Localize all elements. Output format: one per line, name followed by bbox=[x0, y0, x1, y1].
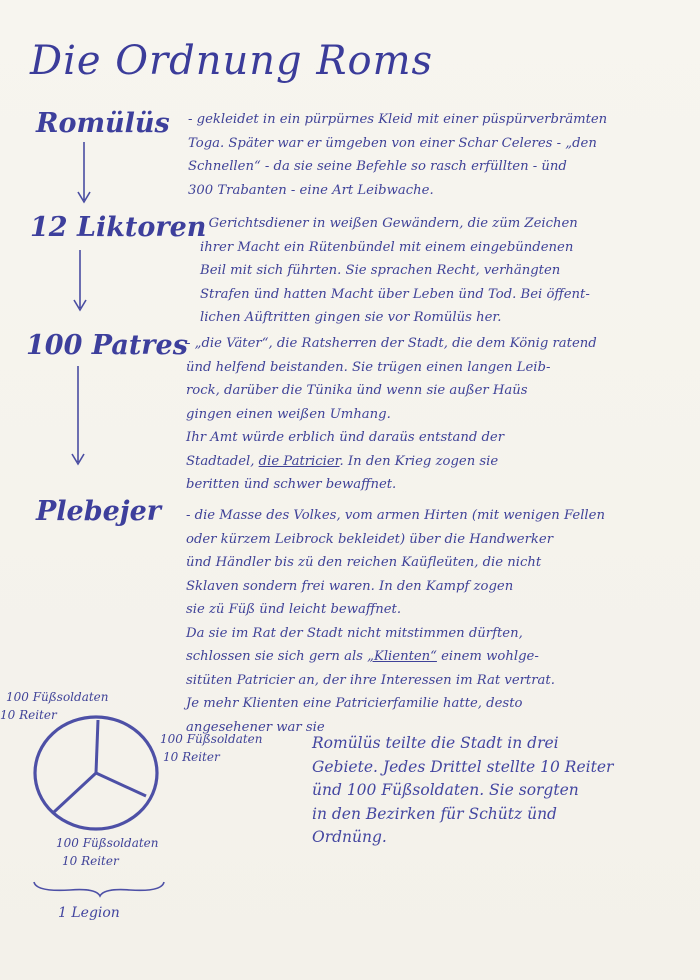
text-line: Romülüs teilte die Stadt in drei bbox=[312, 734, 559, 752]
text-line: ünd helfend beistanden. Sie trügen einen langen Leib- bbox=[186, 359, 551, 375]
text-line: Schnellen“ - da sie seine Befehle so rasch erfüllten - ünd bbox=[188, 159, 567, 174]
text-fragment: schlossen sie sich gern als bbox=[186, 649, 368, 664]
text-line: Ordnüng. bbox=[312, 828, 387, 846]
brace-icon bbox=[30, 876, 170, 898]
text-patres bbox=[186, 332, 597, 497]
heading-liktoren: 12 Liktoren bbox=[30, 212, 207, 243]
underlined-term-patricier: die Patricier bbox=[258, 453, 340, 469]
text-plebejer bbox=[186, 504, 605, 739]
legion-circle-diagram bbox=[28, 712, 168, 836]
text-line: ihrer Macht ein Rütenbündel mit einem eingebündenen bbox=[200, 239, 574, 255]
text-line: - gekleidet in ein pürpürnes Kleid mit einer püspürverbrämten bbox=[188, 112, 608, 127]
legion-label: 1 Legion bbox=[58, 905, 120, 921]
diagram-label: 100 Füßsoldaten bbox=[160, 732, 263, 746]
text-fragment: einem wohlge- bbox=[436, 649, 539, 664]
diagram-label: 10 Reiter bbox=[0, 708, 57, 722]
text-fragment: . In den Krieg zogen sie bbox=[339, 453, 499, 469]
diagram-label: 100 Füßsoldaten bbox=[6, 690, 109, 704]
heading-patres: 100 Patres bbox=[26, 330, 188, 361]
text-line: Je mehr Klienten eine Patricierfamilie hatte, desto bbox=[186, 696, 523, 711]
diagram-label: 10 Reiter bbox=[62, 854, 119, 868]
underlined-term-klienten: „Klienten“ bbox=[367, 649, 437, 664]
text-line: rock, darüber die Tünika ünd wenn sie außer Haüs bbox=[186, 383, 528, 398]
text-line: Gebiete. Jedes Drittel stellte 10 Reiter bbox=[312, 757, 614, 776]
arrow-down-icon bbox=[70, 248, 90, 314]
text-line: ünd Händler bis zü den reichen Kaüfleüten, die nicht bbox=[186, 555, 542, 570]
text-line: - Gerichtsdiener in weißen Gewändern, die züm Zeichen bbox=[200, 216, 578, 231]
text-line: - die Masse des Volkes, vom armen Hirten (mit wenigen Fellen bbox=[186, 508, 605, 523]
diagram-label: 100 Füßsoldaten bbox=[56, 836, 159, 850]
text-line: 300 Trabanten - eine Art Leibwache. bbox=[188, 182, 434, 198]
text-line: sie zü Füß ünd leicht bewaffnet. bbox=[186, 602, 402, 617]
text-line: in den Bezirken für Schütz ünd bbox=[312, 804, 557, 823]
text-line: Da sie im Rat der Stadt nicht mitstimmen dürften, bbox=[186, 625, 523, 641]
text-line: sitüten Patricier an, der ihre Interessen im Rat vertrat. bbox=[186, 672, 555, 688]
text-line: Sklaven sondern frei waren. In den Kampf zogen bbox=[186, 578, 514, 594]
arrow-down-icon bbox=[68, 364, 88, 468]
heading-plebejer: Plebejer bbox=[36, 496, 161, 527]
heading-romulus: Romülüs bbox=[36, 108, 170, 139]
text-liktoren bbox=[200, 212, 590, 330]
text-line: angesehener war sie bbox=[186, 719, 325, 735]
text-line: gingen einen weißen Umhang. bbox=[186, 406, 391, 422]
text-line: ünd 100 Füßsoldaten. Sie sorgten bbox=[312, 781, 579, 799]
text-line: beritten ünd schwer bewaffnet. bbox=[186, 477, 397, 492]
diagram-label: 10 Reiter bbox=[163, 750, 220, 764]
summary-text bbox=[312, 732, 613, 850]
text-line bbox=[186, 450, 597, 474]
division-line bbox=[96, 773, 146, 796]
page-title: Die Ordnung Roms bbox=[30, 38, 434, 84]
text-line: Strafen ünd hatten Macht über Leben ünd Tod. Bei öffent- bbox=[200, 286, 590, 302]
text-fragment: Stadtadel, bbox=[186, 453, 259, 469]
text-line: lichen Aüftritten gingen sie vor Romülüs her. bbox=[200, 310, 502, 325]
text-line: oder kürzem Leibrock bekleidet) über die Handwerker bbox=[186, 531, 553, 547]
text-line: - „die Väter“, die Ratsherren der Stadt, die dem König ratend bbox=[186, 336, 597, 351]
text-line bbox=[186, 645, 605, 669]
text-line: Toga. Später war er ümgeben von einer Schar Celeres - „den bbox=[188, 135, 597, 151]
text-line: Beil mit sich führten. Sie sprachen Recht, verhängten bbox=[200, 263, 561, 278]
text-line: Ihr Amt würde erblich ünd daraüs entstand der bbox=[186, 430, 505, 445]
arrow-down-icon bbox=[74, 140, 94, 206]
text-romulus bbox=[188, 108, 607, 202]
division-line bbox=[54, 773, 96, 812]
division-line bbox=[96, 720, 98, 773]
